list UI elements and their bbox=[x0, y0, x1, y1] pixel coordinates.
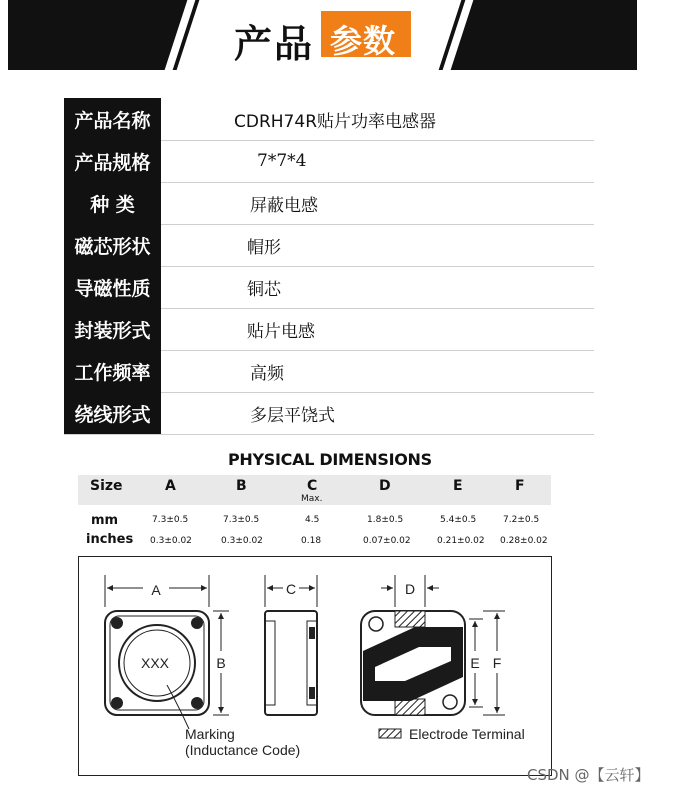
param-row bbox=[64, 140, 594, 183]
param-row bbox=[64, 266, 594, 309]
max-note: Max. bbox=[301, 494, 323, 504]
dim-value: 0.3±0.02 bbox=[221, 536, 263, 546]
bottom-view bbox=[361, 575, 505, 715]
front-view bbox=[105, 575, 229, 729]
dimension-drawing bbox=[78, 556, 552, 776]
marking-label-code: (Inductance Code) bbox=[185, 742, 301, 758]
param-row bbox=[64, 224, 594, 267]
marking-label: Marking bbox=[185, 726, 235, 742]
column-header-a: A bbox=[165, 478, 176, 494]
param-row bbox=[64, 182, 594, 225]
dim-value: 0.21±0.02 bbox=[437, 536, 485, 546]
dim-value: 4.5 bbox=[305, 515, 320, 525]
dim-value: 7.3±0.5 bbox=[223, 515, 260, 525]
dim-label-e: E bbox=[470, 655, 480, 671]
param-row bbox=[64, 392, 594, 435]
dim-label-f: F bbox=[492, 655, 502, 671]
dim-value: 0.07±0.02 bbox=[363, 536, 411, 546]
param-value: CDRH74R贴片功率电感器 bbox=[234, 111, 436, 132]
dim-value: 1.8±0.5 bbox=[367, 515, 404, 525]
banner-title-accent: 参数 bbox=[330, 22, 397, 60]
column-header-f: F bbox=[515, 478, 525, 494]
dim-value: 0.18 bbox=[301, 536, 322, 546]
param-label: 磁芯形状 bbox=[64, 224, 161, 266]
banner-title-main: 产品 bbox=[234, 22, 315, 66]
param-row bbox=[64, 308, 594, 351]
size-label: Size bbox=[90, 478, 123, 494]
dim-label-c: C bbox=[285, 581, 297, 597]
dim-value: 5.4±0.5 bbox=[440, 515, 477, 525]
param-label: 封装形式 bbox=[64, 308, 161, 350]
param-value: 屏蔽电感 bbox=[250, 195, 318, 216]
marking-code: XXX bbox=[140, 655, 170, 671]
param-row bbox=[64, 350, 594, 393]
column-header-d: D bbox=[379, 478, 391, 494]
param-label: 种 类 bbox=[64, 182, 161, 224]
param-label: 产品名称 bbox=[64, 98, 161, 140]
dim-label-d: D bbox=[404, 581, 416, 597]
source-credit: CSDN @【云轩】 bbox=[527, 766, 650, 784]
param-value: 贴片电感 bbox=[247, 321, 315, 342]
column-header-c: C bbox=[307, 478, 318, 494]
param-value: 帽形 bbox=[247, 237, 281, 258]
unit-inches: inches bbox=[86, 532, 134, 547]
param-value: 7*7*4 bbox=[257, 151, 307, 171]
banner-title-plate bbox=[177, 0, 462, 70]
dim-value: 7.3±0.5 bbox=[152, 515, 189, 525]
dim-value: 0.28±0.02 bbox=[500, 536, 548, 546]
column-header-b: B bbox=[236, 478, 247, 494]
terminal-legend-swatch bbox=[379, 729, 401, 738]
param-label: 工作频率 bbox=[64, 350, 161, 392]
dim-value: 7.2±0.5 bbox=[503, 515, 540, 525]
dim-label-a: A bbox=[151, 582, 161, 598]
unit-mm: mm bbox=[91, 513, 119, 528]
param-label: 绕线形式 bbox=[64, 392, 161, 434]
drawing-svg bbox=[79, 557, 551, 775]
terminal-legend-label: Electrode Terminal bbox=[409, 726, 525, 742]
dim-label-b: B bbox=[216, 655, 226, 671]
param-value: 多层平饶式 bbox=[250, 405, 335, 426]
dimensions-title: PHYSICAL DIMENSIONS bbox=[228, 450, 432, 469]
param-value: 高频 bbox=[250, 363, 284, 384]
column-header-e: E bbox=[453, 478, 463, 494]
param-row bbox=[64, 98, 594, 141]
param-label: 导磁性质 bbox=[64, 266, 161, 308]
header-banner bbox=[8, 0, 637, 70]
dim-value: 0.3±0.02 bbox=[150, 536, 192, 546]
param-value: 铜芯 bbox=[247, 279, 281, 300]
param-label: 产品规格 bbox=[64, 140, 161, 182]
